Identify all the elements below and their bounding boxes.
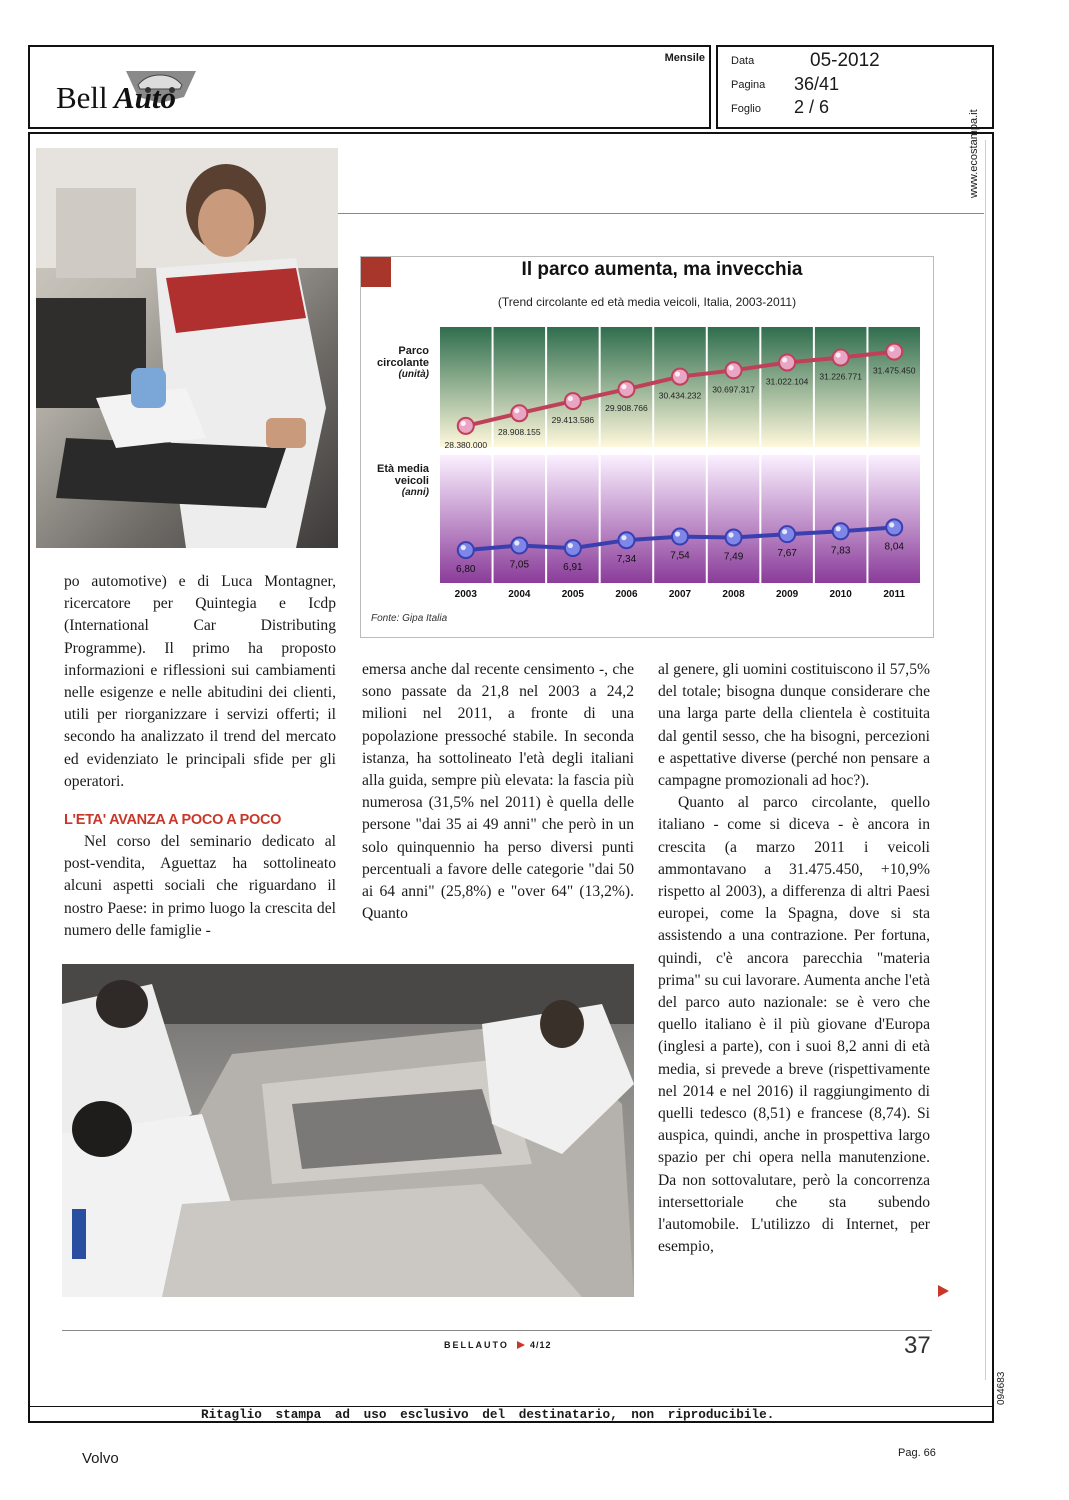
right-margin-rule bbox=[985, 140, 986, 1380]
data-label: 28.380.000 bbox=[444, 439, 488, 450]
data-label: 28.908.155 bbox=[498, 427, 541, 438]
data-point-highlight bbox=[514, 540, 519, 545]
photo-mechanic bbox=[36, 148, 338, 548]
chart-column-bg bbox=[654, 455, 706, 583]
data-point bbox=[565, 393, 581, 409]
series2-name-line1: Età media bbox=[377, 463, 429, 475]
column-3 bbox=[658, 659, 930, 1258]
data-point bbox=[886, 519, 902, 535]
column-1 bbox=[64, 571, 336, 942]
magazine-logo bbox=[56, 67, 256, 117]
chart-source: Fonte: Gipa Italia bbox=[371, 613, 448, 624]
chart-subtitle: (Trend circolante ed età media veicoli, Italia, 2003-2011) bbox=[497, 295, 797, 309]
data-point bbox=[511, 405, 527, 421]
col2-paragraph-1: emersa anche dal recente censimento -, che sono passate da 21,8 nel 2003 a 24,2 milioni nel 2011, a fronte di una popolazione pressoché stabile. In seconda istanza, ha sottolineato l'età degli italiani alla guida, sempre più elevata: la fascia più numerosa (31,5% nel 2011) è quella delle persone "dai 35 ai 49 anni" che però in un solo quinquennio ha perso diversi punti percentuali a favore delle categorie "dai 50 ai 64 anni" (25,8%) e "over 64" (13,2%). Quanto bbox=[362, 661, 634, 923]
footer-rule bbox=[62, 1330, 932, 1331]
data-point-highlight bbox=[728, 532, 733, 537]
data-point-highlight bbox=[889, 346, 894, 351]
foglio-value: 2 / 6 bbox=[794, 97, 830, 117]
data-point-highlight bbox=[621, 384, 626, 389]
data-point-highlight bbox=[675, 531, 680, 536]
x-tick-label: 2006 bbox=[615, 589, 638, 600]
data-point bbox=[886, 344, 902, 360]
photo-mechanic-drawing bbox=[36, 148, 338, 548]
footer-magazine: BELLAUTO bbox=[444, 1340, 509, 1350]
x-tick-label: 2011 bbox=[883, 589, 906, 600]
data-label: 30.434.232 bbox=[658, 390, 702, 401]
data-point bbox=[458, 542, 474, 558]
data-label: 7,49 bbox=[723, 551, 744, 563]
data-label: 31.226.771 bbox=[819, 371, 862, 382]
data-point bbox=[779, 526, 795, 542]
data-point bbox=[779, 354, 795, 370]
col3-paragraph-2: Quanto al parco circolante, quello italiano - come si diceva - è ancora in crescita (a marzo 2011 i veicoli ammontavano a 31.475.450, +10,9% rispetto al 2003), a differenza di altri Paesi europei, come la Spagna, dove si sta assistendo a una contrazione. Per fortuna, quindi, c'è ancora parecchia "materia prima" su cui lavorare. Aumenta anche l'età del parco auto nazionale: se è vero che quello italiano è il più giovane d'Europa (inglesi a parte), con i suoi 8,2 anni di età media, si prevede a breve (rispettivamente nel 2014 e nel 2016) il raggiungimento di quelli tedesco (8,51) e francese (8,74). Si auspica, quindi, anche in prospettiva largo spazio per chi opera nella manutenzione. Da non sottovalutare, però la concorrenza intersettoriale che sta subendo l'automobile. L'utilizzo di Internet, per esempio, bbox=[658, 794, 930, 1256]
data-label: 7,54 bbox=[670, 550, 690, 562]
series1-name-line2: circolante bbox=[377, 357, 429, 369]
chart-column-bg bbox=[815, 455, 867, 583]
data-label: 30.697.317 bbox=[712, 384, 755, 395]
column-2 bbox=[362, 659, 634, 925]
chart-title: Il parco aumenta, ma invecchia bbox=[521, 259, 803, 280]
data-point bbox=[618, 381, 634, 397]
data-point-highlight bbox=[728, 365, 733, 370]
series1-unit: (unità) bbox=[398, 369, 429, 380]
data-label: 7,34 bbox=[616, 554, 637, 566]
data-point-highlight bbox=[836, 526, 841, 531]
data-point bbox=[833, 523, 849, 539]
data-point bbox=[458, 418, 474, 434]
masthead-box bbox=[28, 45, 711, 129]
data-point-highlight bbox=[782, 529, 787, 534]
data-point-highlight bbox=[514, 408, 519, 413]
data-point-highlight bbox=[675, 371, 680, 376]
data-point bbox=[726, 529, 742, 545]
photo-bodyshop bbox=[62, 964, 634, 1297]
x-tick-label: 2007 bbox=[668, 589, 692, 600]
data-point bbox=[833, 350, 849, 366]
continue-arrow-icon bbox=[938, 1285, 949, 1297]
data-point bbox=[511, 538, 527, 554]
frequency-label: Mensile bbox=[664, 52, 705, 64]
data-label: 31.022.104 bbox=[765, 376, 809, 387]
data-point bbox=[726, 362, 742, 378]
data-label: 6,80 bbox=[456, 564, 476, 576]
data-label: 8,04 bbox=[884, 541, 904, 553]
data-label: 7,83 bbox=[830, 545, 851, 557]
photo-bodyshop-drawing bbox=[62, 964, 634, 1297]
pag-label: Pag. 66 bbox=[898, 1447, 936, 1459]
series2-unit: (anni) bbox=[401, 487, 429, 498]
chart-column-bg bbox=[815, 327, 867, 447]
col1-paragraph-2: Nel corso del seminario dedicato al post-vendita, Aguettaz ha sottolineato alcuni aspetti sociali che riguardano il nostro Paese: in primo luogo la crescita del numero delle famiglie - bbox=[64, 833, 336, 939]
data-label: 29.413.586 bbox=[551, 415, 595, 426]
data-point-highlight bbox=[568, 396, 573, 401]
col1-paragraph-1: po automotive) e di Luca Montagner, ricercatore per Quintegia e Icdp (International Car Distributing Programme). Il primo ha proposto informazioni e riflessioni sui cambiamenti nelle esigenze e nelle abitudini dei clienti, utili per riorganizzare i servizi offerti; il secondo ha analizzato il trend del mercato ed evidenziato le principali sfide per gli operatori. bbox=[64, 573, 336, 790]
data-point-highlight bbox=[568, 543, 573, 548]
chart-column-bg bbox=[654, 327, 706, 447]
website-vertical: www.ecostampa.it bbox=[968, 109, 980, 198]
data-label: 7,67 bbox=[777, 548, 797, 560]
x-tick-label: 2009 bbox=[775, 589, 799, 600]
data-label: 31.475.450 bbox=[872, 365, 916, 376]
footer-page-number: 37 bbox=[904, 1332, 931, 1359]
pagina-value: 36/41 bbox=[794, 74, 840, 94]
logo-bell: Bell bbox=[56, 80, 108, 115]
col3-paragraph-1: al genere, gli uomini costituiscono il 57,5% del totale; bisogna dunque considerare che una larga parte della clientela è costituita dal gentil sesso, che ha bisogni, percezioni e aspettative diverse (perché non pensare a campagne promozionali ad hoc?). bbox=[658, 661, 930, 790]
data-point-highlight bbox=[836, 352, 841, 357]
data-point-highlight bbox=[889, 522, 894, 527]
data-label: Data bbox=[731, 55, 755, 67]
data-point bbox=[672, 529, 688, 545]
logo-auto: Auto bbox=[114, 80, 177, 115]
chart-panel bbox=[360, 256, 934, 638]
data-label: 7,05 bbox=[509, 559, 530, 571]
client-name: Volvo bbox=[82, 1450, 119, 1467]
data-point bbox=[672, 369, 688, 385]
data-point-highlight bbox=[461, 421, 466, 426]
data-point-highlight bbox=[621, 535, 626, 540]
data-point-highlight bbox=[782, 357, 787, 362]
foglio-label: Foglio bbox=[731, 103, 761, 115]
x-tick-label: 2003 bbox=[454, 589, 477, 600]
data-point bbox=[618, 532, 634, 548]
subheading: L'ETA' AVANZA A POCO A POCO bbox=[64, 812, 282, 829]
data-point bbox=[565, 540, 581, 556]
issue-info-box bbox=[716, 45, 994, 129]
pagina-label: Pagina bbox=[731, 79, 766, 91]
series1-name-line1: Parco bbox=[398, 345, 429, 357]
x-tick-label: 2008 bbox=[722, 589, 745, 600]
data-label: 29.908.766 bbox=[605, 403, 648, 414]
data-label: 6,91 bbox=[563, 562, 583, 574]
data-value: 05-2012 bbox=[810, 50, 880, 71]
x-tick-label: 2004 bbox=[508, 589, 531, 600]
chart-column-bg bbox=[761, 455, 813, 583]
x-tick-label: 2005 bbox=[561, 589, 585, 600]
chart-column-bg bbox=[761, 327, 813, 447]
chart-column-bg bbox=[708, 455, 760, 583]
notice-text: Ritaglio stampa ad uso esclusivo del destinatario, non riproducibile. bbox=[201, 1407, 775, 1422]
data-point-highlight bbox=[461, 545, 466, 550]
x-tick-label: 2010 bbox=[829, 589, 852, 600]
footer-issue: 4/12 bbox=[530, 1340, 552, 1350]
chart-column-bg bbox=[547, 327, 599, 447]
top-rule bbox=[338, 213, 984, 214]
footer-arrow-icon bbox=[517, 1341, 525, 1349]
chart-plot bbox=[361, 257, 933, 637]
code-vertical: 094683 bbox=[996, 1371, 1007, 1405]
series2-name-line2: veicoli bbox=[394, 475, 429, 487]
